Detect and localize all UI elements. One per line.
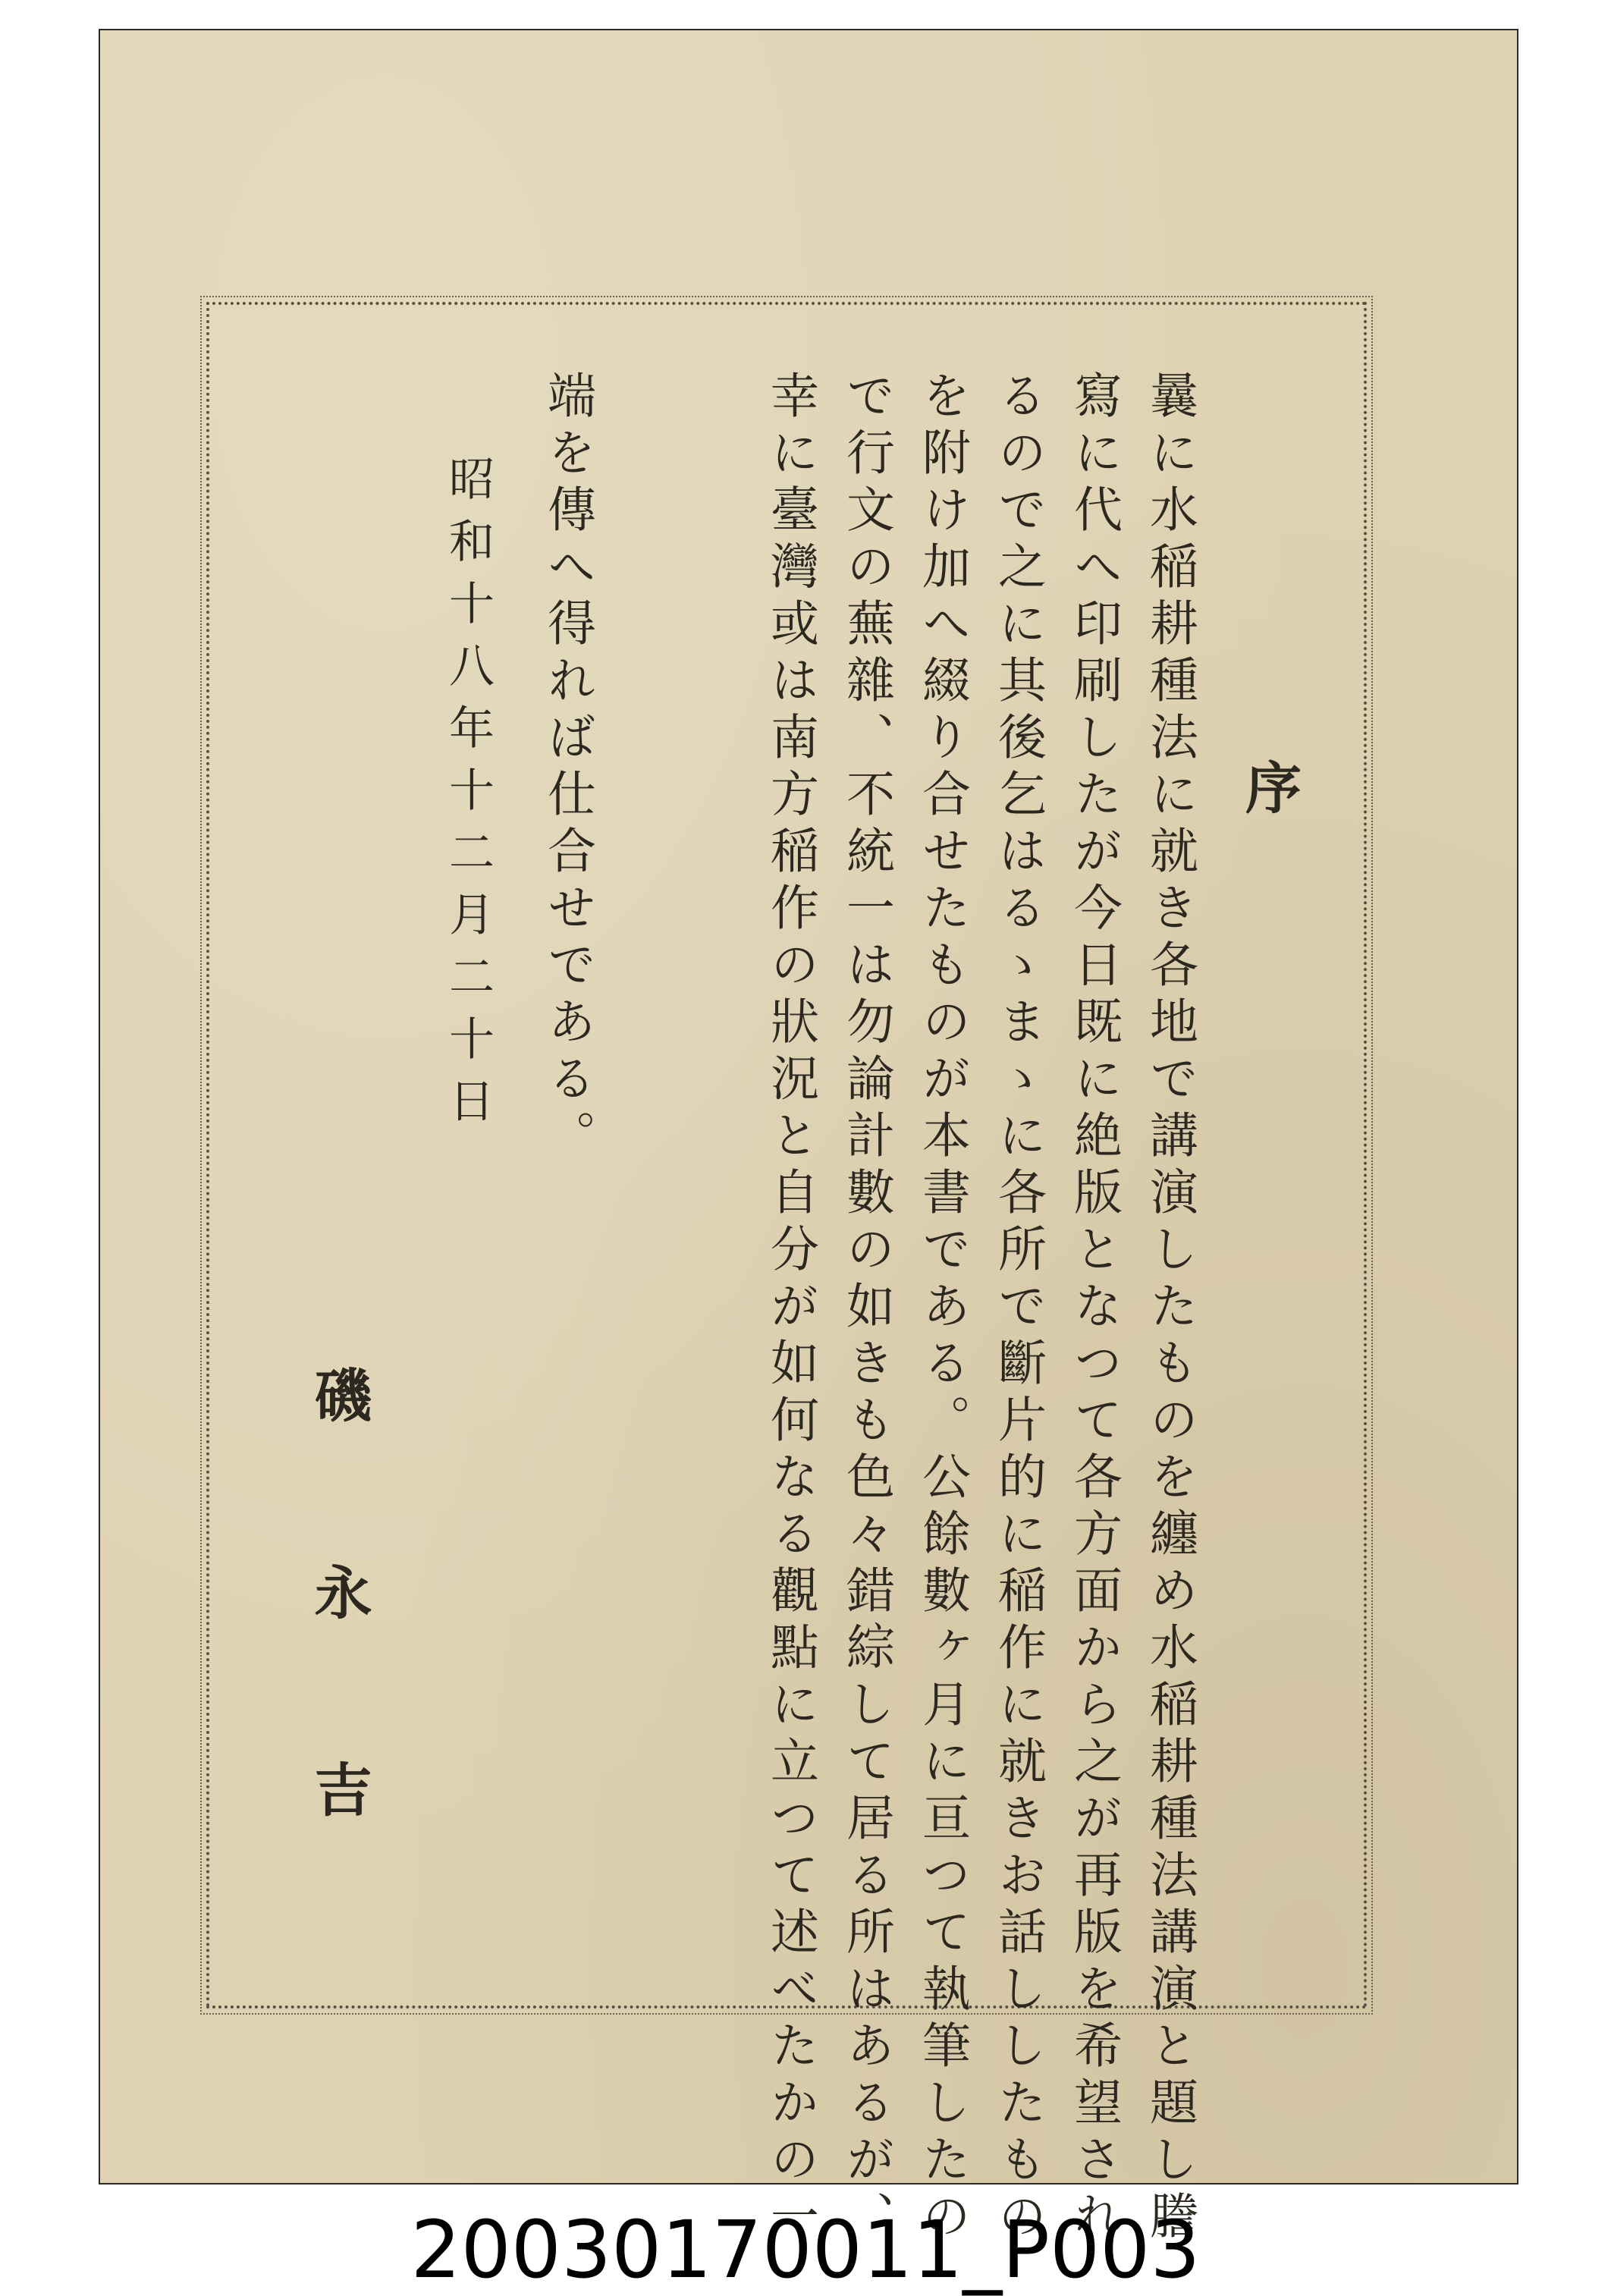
author-char-3: 吉 [305,1760,372,1817]
body-line-6: 幸に臺灣或は南方稲作の狀況と自分が如何なる觀點に立つて述べたかの一 [762,370,818,2247]
paper-page [100,30,1517,2247]
author-char-1: 磯 [305,1365,372,1423]
body-line-7: 端を傳へ得れば仕合せである。 [539,370,595,1167]
date-line: 昭和十八年十二月二十日 [441,455,495,1139]
body-line-3: るので之に其後乞はるゝまゝに各所で斷片的に稲作に就きお話ししたもの [990,370,1046,2247]
body-line-2: 寫に代へ印刷したが今日既に絶版となつて各方面から之が再版を希望され [1066,370,1122,2247]
image-id-caption: 20030170011_P003 [410,2203,1201,2296]
author-char-2: 永 [305,1563,372,1620]
preface-title: 序 [1236,759,1302,815]
body-line-5: で行文の蕪雜、不統一は勿論計數の如きも色々錯綜して居る所はあるが、 [838,370,894,2247]
body-line-1: 曩に水稲耕種法に就き各地で講演したものを纏め水稲耕種法講演と題し謄 [1142,370,1198,2247]
body-line-4: を附け加へ綴り合せたものが本書である。公餘數ヶ月に亘つて執筆したの [914,370,970,2247]
